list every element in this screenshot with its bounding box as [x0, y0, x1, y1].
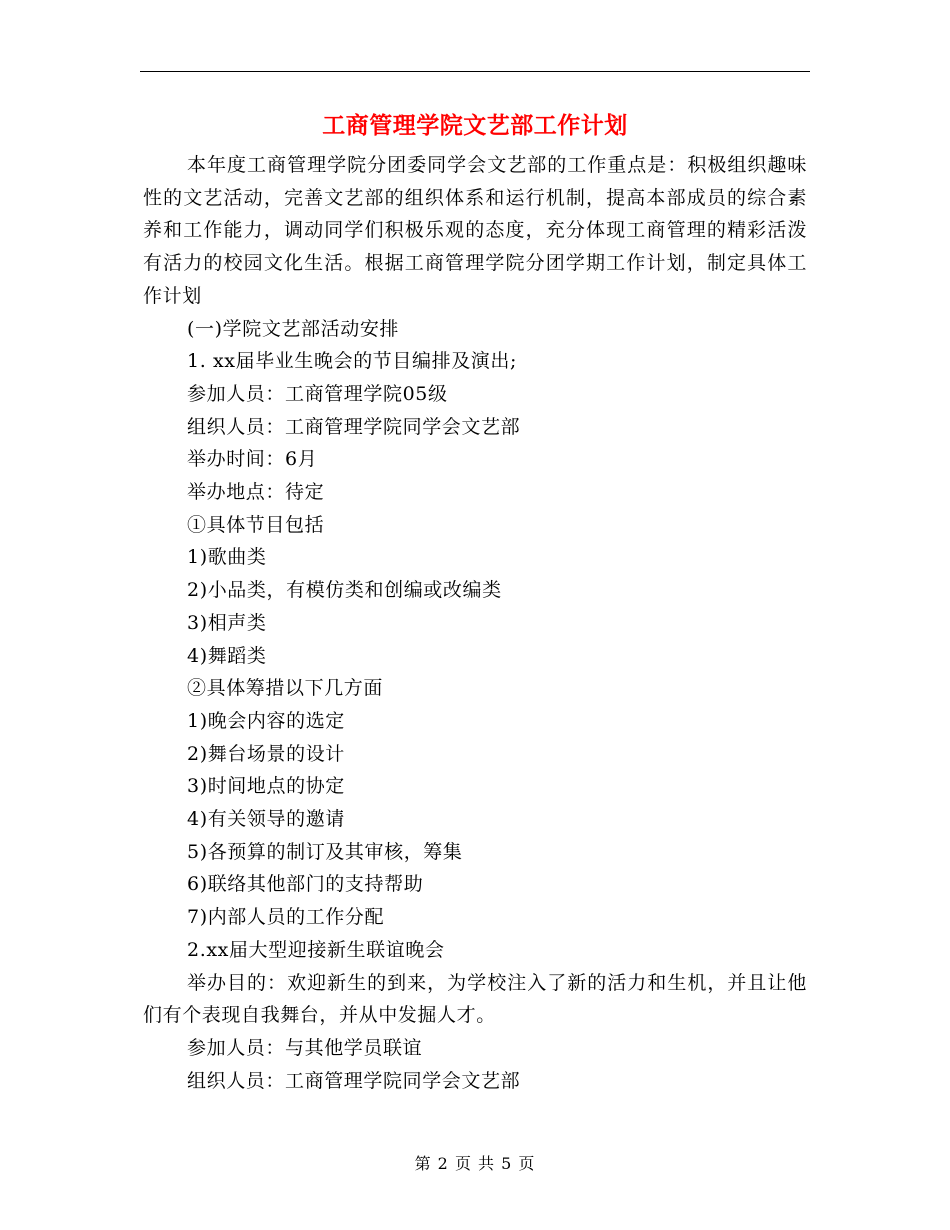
intro-paragraph: 本年度工商管理学院分团委同学会文艺部的工作重点是：积极组织趣味性的文艺活动，完善文艺部的组织体系和运行机制，提高本部成员的综合素养和工作能力，调动同学们积极乐观的态度，充分体现工商管理的精彩活泼有活力的校园文化生活。根据工商管理学院分团学期工作计划，制定具体工作计划: [143, 154, 807, 307]
page-number-label: 第 2 页 共 5 页: [414, 1154, 536, 1173]
line-organizers: 组织人员：工商管理学院同学会文艺部: [187, 415, 521, 438]
line-organizers-2: 组织人员：工商管理学院同学会文艺部: [187, 1069, 521, 1092]
line-participants: 参加人员：工商管理学院05级: [187, 382, 448, 405]
line-prep-2: 2)舞台场景的设计: [187, 742, 345, 765]
line-program-4: 4)舞蹈类: [187, 644, 267, 667]
line-prep-3: 3)时间地点的协定: [187, 775, 345, 798]
line-prep-1: 1)晚会内容的选定: [187, 709, 345, 732]
line-prep-7: 7)内部人员的工作分配: [187, 906, 385, 929]
line-venue: 举办地点：待定: [187, 481, 325, 504]
document-title: 工商管理学院文艺部工作计划: [322, 113, 628, 139]
line-item-2: 2.xx届大型迎接新生联谊晚会: [187, 938, 445, 961]
line-time: 举办时间：6月: [187, 448, 318, 471]
line-program-1: 1)歌曲类: [187, 546, 267, 569]
purpose-paragraph: 举办目的：欢迎新生的到来，为学校注入了新的活力和生机，并且让他们有个表现自我舞台，并从中发掘人才。: [143, 971, 807, 1027]
line-participants-2: 参加人员：与其他学员联谊: [187, 1036, 423, 1059]
line-prep-4: 4)有关领导的邀请: [187, 808, 345, 831]
line-prep-6: 6)联络其他部门的支持帮助: [187, 873, 424, 896]
line-section-heading: (一)学院文艺部活动安排: [187, 317, 400, 340]
line-programs-heading: ①具体节目包括: [187, 513, 325, 536]
line-prep-5: 5)各预算的制订及其审核，筹集: [187, 840, 463, 863]
line-item-1: 1. xx届毕业生晚会的节目编排及演出;: [187, 350, 518, 373]
line-prep-heading: ②具体筹措以下几方面: [187, 677, 384, 700]
line-program-3: 3)相声类: [187, 611, 267, 634]
line-program-2: 2)小品类，有模仿类和创编或改编类: [187, 579, 502, 602]
page-footer: [0, 1152, 950, 1176]
header-rule: [140, 71, 810, 72]
document-body: [143, 149, 807, 1097]
